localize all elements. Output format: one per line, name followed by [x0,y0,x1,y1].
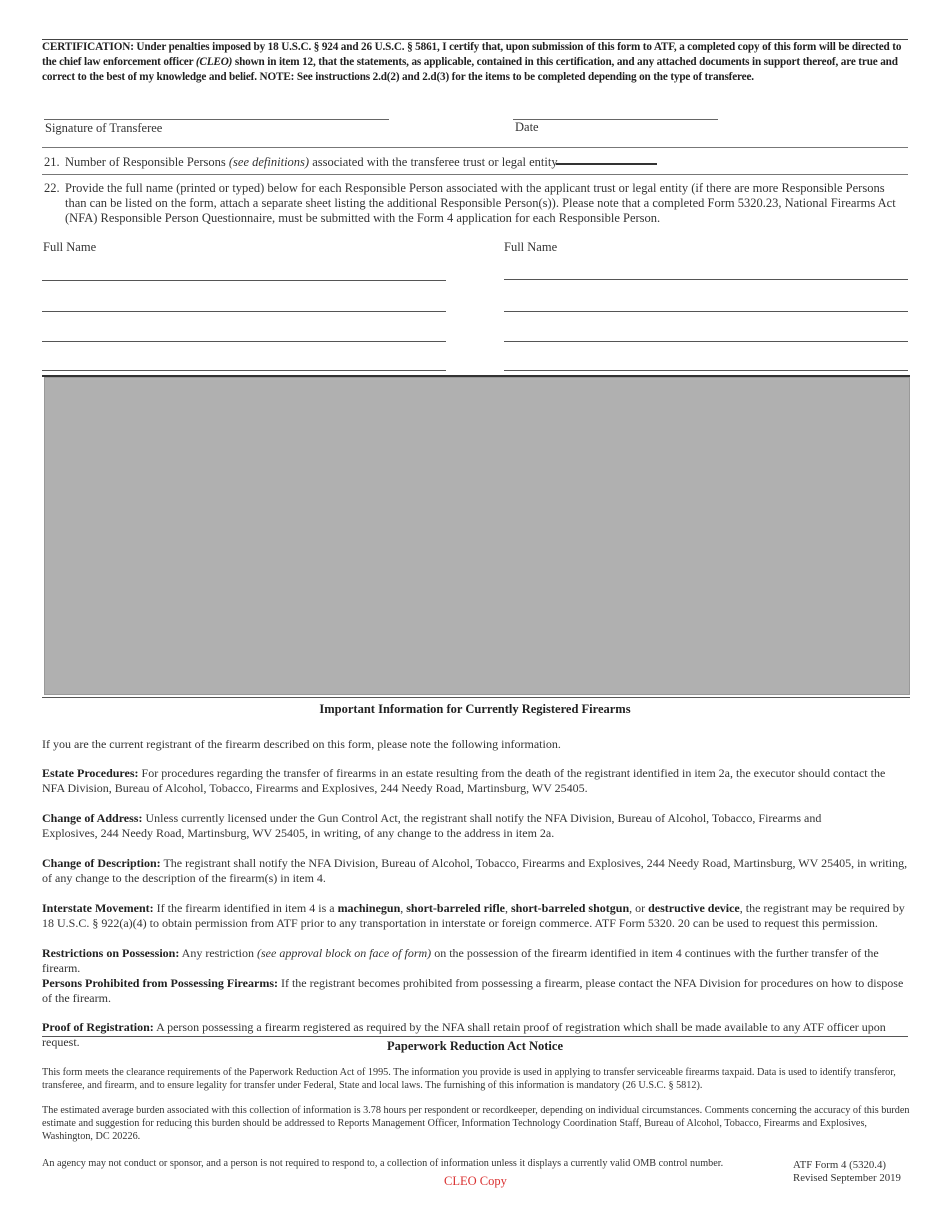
full-name-label-left: Full Name [43,240,97,254]
signature-line[interactable] [44,119,389,120]
full-name-field-left-4[interactable] [42,370,446,371]
important-info-heading: Important Information for Currently Registered Firearms [319,702,631,716]
change-of-address-paragraph: Change of Address: Unless currently licensed under the Gun Control Act, the registrant shall notify the NFA Division, Bureau of Alcohol, Tobacco, Firearms and Explosives, 244 Needy Road, Martinsburg, WV 25405, in writing, of any change to the address in item 2a. [42,811,822,840]
divider-21 [42,147,908,148]
paperwork-heading: Paperwork Reduction Act Notice [386,1039,563,1053]
section-rule-bottom [42,697,910,698]
full-name-field-left-3[interactable] [42,341,446,342]
form-id [793,1159,901,1185]
full-name-field-right-3[interactable] [504,341,908,342]
form-revision: Revised September 2019 [793,1172,901,1184]
full-name-field-right-2[interactable] [504,311,908,312]
full-name-field-right-1[interactable] [504,279,908,280]
full-name-label-right: Full Name [504,240,558,254]
divider-22 [42,174,908,175]
prohibited-persons-paragraph: Persons Prohibited from Possessing Firearms: If the registrant becomes prohibited from possessing a firearm, please contact the NFA Division for procedures on how to dispose of the firearm. [42,976,904,1005]
interstate-movement-paragraph: Interstate Movement: If the firearm identified in item 4 is a machinegun, short-barreled rifle, short-barreled shotgun, or destructive device, the registrant may be required by 18 U.S.C. § 922(a)(4) to obtain permission from ATF prior to any transportation in interstate or foreign commerce. ATF Form 5320. 20 can be used to request this permission. [42,901,905,930]
full-name-field-left-1[interactable] [42,280,446,281]
paperwork-paragraph-2: The estimated average burden associated with this collection of information is 3.78 hours per respondent or recordkeeper, depending on individual circumstances. Comments concerning the accuracy of this burden estimate and suggestion for reducing this burden should be addressed to Reports Management Officer, Information Technology Coordination Staff, Bureau of Alcohol, Tobacco, Firearms and Explosives, Washington, DC 20226. [42,1105,910,1142]
paperwork-paragraph-1: This form meets the clearance requirements of the Paperwork Reduction Act of 1995. The information you provide is used in applying to transfer serviceable firearms taxpaid. Data is used to identify transferor, transferee, and firearm, and to ensure legality for transfer under Federal, State and local laws. The furnishing of this information is mandatory (26 U.S.C. § 5812). [42,1067,896,1091]
paperwork-rule [42,1036,908,1037]
item-21-number: 21. [44,155,60,169]
signature-label: Signature of Transferee [45,121,163,135]
change-of-description-paragraph: Change of Description: The registrant shall notify the NFA Division, Bureau of Alcohol, Tobacco, Firearms and Explosives, 244 Needy Road, Martinsburg, WV 25405, in writing, of any change to the description of the firearm(s) in item 4. [42,856,908,885]
redacted-block [44,377,910,695]
full-name-field-right-4[interactable] [504,370,908,371]
form-number: ATF Form 4 (5320.4) [793,1159,886,1171]
responsible-persons-count-field[interactable] [556,163,657,165]
cleo-copy-label: CLEO Copy [444,1174,507,1188]
item-21-text: Number of Responsible Persons (see definitions) associated with the transferee trust or legal entity [65,155,558,169]
full-name-field-left-2[interactable] [42,311,446,312]
date-line[interactable] [513,119,718,120]
intro-paragraph: If you are the current registrant of the firearm described on this form, please note the following information. [42,737,561,751]
date-label: Date [515,120,539,134]
paperwork-paragraph-3: An agency may not conduct or sponsor, and a person is not required to respond to, a collection of information unless it displays a currently valid OMB control number. [42,1158,724,1169]
certification-text: CERTIFICATION: Under penalties imposed by 18 U.S.C. § 924 and 26 U.S.C. § 5861, I certify that, upon submission of this form to ATF, a completed copy of this form will be directed to the chief law enforcement officer (CLEO) shown in item 12, that the statements, as applicable, contained in this certification, and any attached documents in support thereof, are true and correct to the best of my knowledge and belief. NOTE: See instructions 2.d(2) and 2.d(3) for the items to be completed depending on the type of transferee. [42,41,902,83]
item-22-number: 22. [44,181,60,195]
item-22-text: Provide the full name (printed or typed) below for each Responsible Person associated with the applicant trust or legal entity (if there are more Responsible Persons than can be listed on the form, attach a separate sheet listing the additional Responsible Person(s)). Please note that a completed Form 5320.23, National Firearms Act (NFA) Responsible Person Questionnaire, must be submitted with the Form 4 application for each Responsible Person. [65,181,896,225]
restrictions-paragraph: Restrictions on Possession: Any restriction (see approval block on face of form) on the possession of the firearm identified in item 4 continues with the further transfer of the firearm. [42,946,879,975]
estate-procedures-paragraph: Estate Procedures: For procedures regarding the transfer of firearms in an estate resulting from the death of the registrant identified in item 2a, the executor should contact the NFA Division, Bureau of Alcohol, Tobacco, Firearms and Explosives, 244 Needy Road, Martinsburg, WV 25405. [42,766,886,795]
proof-of-registration-paragraph: Proof of Registration: A person possessing a firearm registered as required by the NFA shall retain proof of registration which shall be made available to any ATF officer upon request. [42,1020,886,1049]
